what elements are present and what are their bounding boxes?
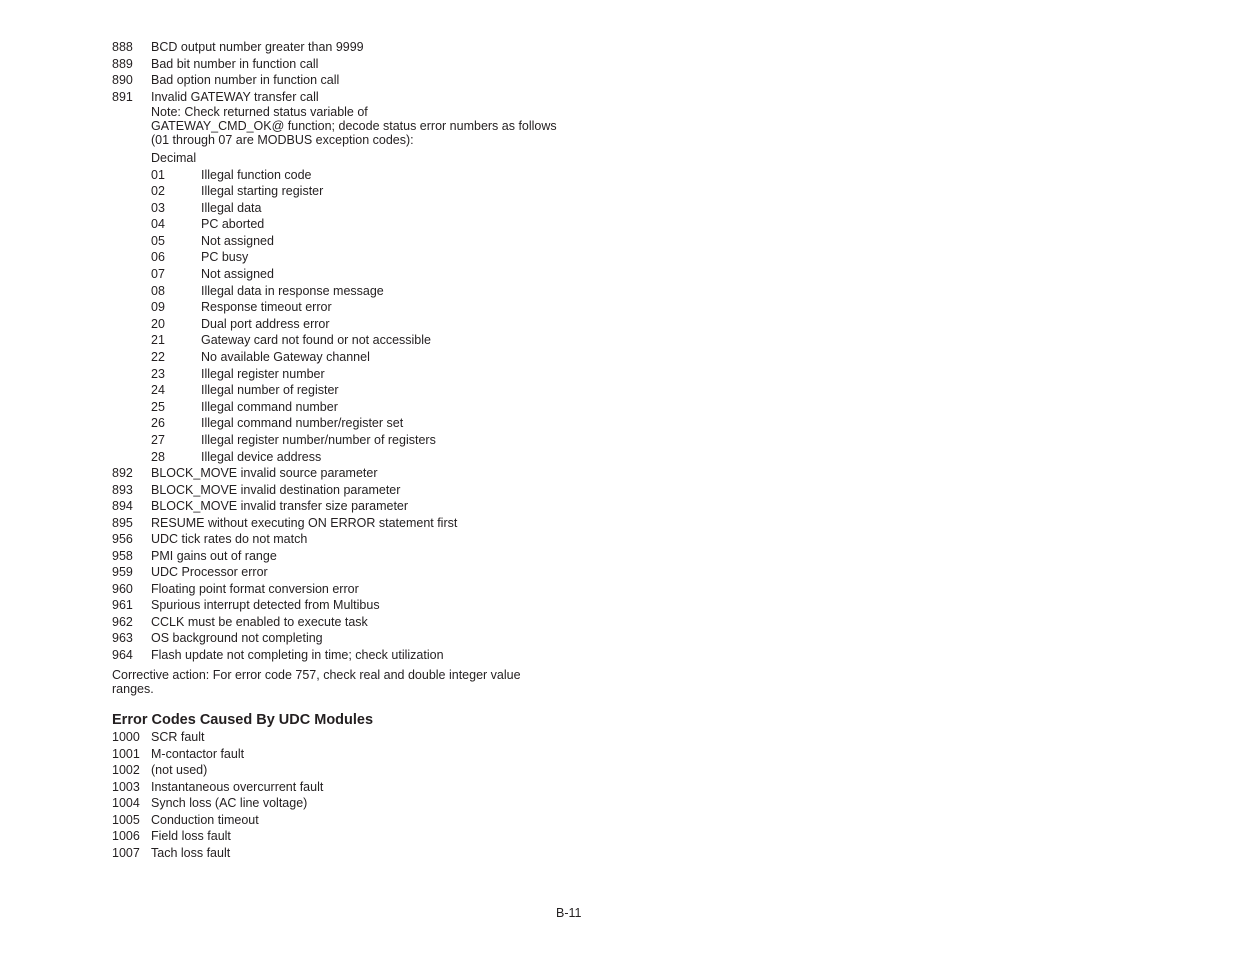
udc-error-list — [112, 729, 612, 861]
error-row — [112, 39, 612, 56]
modbus-code: 26 — [151, 416, 165, 431]
modbus-code: 01 — [151, 167, 165, 182]
error-text: UDC tick rates do not match — [151, 532, 308, 547]
modbus-code-row — [151, 399, 612, 416]
error-row — [112, 482, 612, 499]
error-code: 893 — [112, 482, 133, 497]
page-number: B-11 — [556, 906, 582, 920]
modbus-code: 27 — [151, 433, 165, 447]
modbus-code: 20 — [151, 316, 165, 331]
error-row — [112, 89, 612, 106]
modbus-code-row — [151, 332, 612, 349]
error-row — [112, 548, 612, 565]
udc-error-row — [112, 795, 612, 812]
error-text: CCLK must be enabled to execute task — [151, 614, 368, 629]
modbus-code-row — [151, 299, 612, 316]
udc-error-row — [112, 746, 612, 763]
decimal-label: Decimal — [151, 151, 197, 165]
error-code: 958 — [112, 548, 133, 563]
modbus-code: 03 — [151, 200, 165, 215]
modbus-code: 25 — [151, 399, 165, 414]
modbus-text: PC busy — [201, 250, 249, 265]
error-code: 894 — [112, 499, 133, 514]
error-text: Bad option number in function call — [151, 73, 340, 87]
modbus-code: 04 — [151, 217, 165, 232]
udc-error-code: 1007 — [112, 845, 140, 860]
error-text: Bad bit number in function call — [151, 56, 319, 71]
error-row — [112, 498, 612, 515]
error-code: 892 — [112, 466, 133, 481]
udc-error-text: M-contactor fault — [151, 746, 245, 761]
udc-error-row — [112, 812, 612, 829]
error-code: 895 — [112, 515, 133, 530]
modbus-code: 22 — [151, 350, 165, 365]
gateway-note — [151, 105, 612, 147]
modbus-text: Illegal function code — [201, 167, 312, 182]
error-row — [112, 531, 612, 548]
modbus-code-row — [151, 249, 612, 266]
modbus-text: Response timeout error — [201, 300, 332, 315]
udc-error-row — [112, 779, 612, 796]
error-row — [112, 581, 612, 598]
udc-error-text: Conduction timeout — [151, 812, 259, 827]
modbus-text: No available Gateway channel — [201, 350, 370, 365]
error-row — [112, 614, 612, 631]
modbus-code-row — [151, 432, 612, 449]
modbus-text: Not assigned — [201, 267, 274, 282]
error-text: BLOCK_MOVE invalid transfer size parameter — [151, 499, 409, 514]
udc-error-row — [112, 845, 612, 862]
error-text: BCD output number greater than 9999 — [151, 40, 364, 54]
udc-error-code: 1003 — [112, 779, 140, 794]
udc-error-text: Field loss fault — [151, 829, 231, 844]
modbus-text: PC aborted — [201, 217, 265, 232]
error-text: Invalid GATEWAY transfer call — [151, 89, 319, 104]
modbus-code-row — [151, 266, 612, 283]
udc-error-row — [112, 762, 612, 779]
modbus-code: 05 — [151, 233, 165, 248]
modbus-code-row — [151, 366, 612, 383]
modbus-code: 28 — [151, 449, 165, 464]
modbus-code-row — [151, 316, 612, 333]
udc-error-code: 1006 — [112, 829, 140, 844]
note-line: Note: Check returned status variable of — [151, 105, 368, 119]
error-text: PMI gains out of range — [151, 548, 277, 563]
modbus-code-row — [151, 216, 612, 233]
modbus-code-row — [151, 183, 612, 200]
note-line: (01 through 07 are MODBUS exception codes): — [151, 133, 414, 147]
modbus-text: Illegal starting register — [201, 184, 324, 199]
error-list-a — [112, 39, 612, 105]
corrective-action: Corrective action: For error code 757, check real and double integer value ranges. — [112, 668, 521, 697]
error-row — [112, 647, 612, 664]
error-row — [112, 465, 612, 482]
note-line: GATEWAY_CMD_OK@ function; decode status error numbers as follows — [151, 119, 557, 133]
modbus-code-list — [112, 167, 612, 466]
modbus-text: Gateway card not found or not accessible — [201, 333, 431, 348]
udc-error-row — [112, 828, 612, 845]
modbus-code: 02 — [151, 184, 165, 199]
modbus-code: 08 — [151, 283, 165, 298]
modbus-code-row — [151, 283, 612, 300]
udc-error-row — [112, 729, 612, 746]
error-code: 963 — [112, 631, 133, 646]
error-row — [112, 597, 612, 614]
modbus-text: Not assigned — [201, 233, 274, 248]
udc-error-text: Instantaneous overcurrent fault — [151, 779, 324, 794]
modbus-code-row — [151, 349, 612, 366]
modbus-code-row — [151, 200, 612, 217]
error-text: Floating point format conversion error — [151, 581, 359, 596]
modbus-text: Illegal register number — [201, 366, 325, 381]
modbus-code: 09 — [151, 300, 165, 315]
udc-error-code: 1000 — [112, 730, 140, 745]
error-row — [112, 72, 612, 89]
modbus-text: Illegal data — [201, 200, 262, 215]
error-text: UDC Processor error — [151, 565, 268, 580]
modbus-code: 21 — [151, 333, 165, 348]
udc-error-text: Synch loss (AC line voltage) — [151, 796, 308, 811]
error-text: RESUME without executing ON ERROR statement first — [151, 515, 458, 530]
error-text: Flash update not completing in time; check utilization — [151, 647, 444, 662]
error-code: 962 — [112, 614, 133, 629]
modbus-code-row — [151, 167, 612, 184]
modbus-code-row — [151, 382, 612, 399]
error-row — [112, 564, 612, 581]
modbus-code: 23 — [151, 366, 165, 381]
section-heading: Error Codes Caused By UDC Modules — [112, 712, 374, 729]
error-code: 961 — [112, 598, 133, 613]
error-code: 888 — [112, 40, 133, 54]
error-code: 960 — [112, 581, 133, 596]
error-code: 890 — [112, 73, 133, 87]
error-text: Spurious interrupt detected from Multibus — [151, 598, 380, 613]
error-code: 891 — [112, 89, 133, 104]
modbus-text: Illegal command number — [201, 399, 338, 414]
modbus-code-row — [151, 233, 612, 250]
udc-error-code: 1004 — [112, 796, 140, 811]
modbus-text: Illegal number of register — [201, 383, 339, 398]
modbus-text: Dual port address error — [201, 316, 330, 331]
udc-error-code: 1005 — [112, 812, 140, 827]
error-row — [112, 630, 612, 647]
error-code: 964 — [112, 647, 133, 662]
modbus-code: 24 — [151, 383, 165, 398]
modbus-code-row — [151, 449, 612, 466]
udc-error-text: Tach loss fault — [151, 845, 231, 860]
error-text: BLOCK_MOVE invalid destination parameter — [151, 482, 401, 497]
error-list-b — [112, 465, 612, 663]
modbus-text: Illegal register number/number of registers — [201, 433, 436, 447]
modbus-code: 06 — [151, 250, 165, 265]
error-text: BLOCK_MOVE invalid source parameter — [151, 466, 378, 481]
udc-error-code: 1002 — [112, 763, 140, 778]
document-page — [112, 39, 612, 861]
error-code: 959 — [112, 565, 133, 580]
udc-error-text: (not used) — [151, 763, 208, 778]
modbus-text: Illegal device address — [201, 449, 322, 464]
error-row — [112, 56, 612, 73]
modbus-text: Illegal data in response message — [201, 283, 384, 298]
error-code: 889 — [112, 56, 133, 71]
modbus-code: 07 — [151, 267, 165, 282]
modbus-text: Illegal command number/register set — [201, 416, 404, 431]
error-code: 956 — [112, 532, 133, 547]
error-text: OS background not completing — [151, 631, 323, 646]
modbus-code-row — [151, 415, 612, 432]
error-row — [112, 515, 612, 532]
udc-error-text: SCR fault — [151, 730, 205, 745]
udc-error-code: 1001 — [112, 746, 140, 761]
